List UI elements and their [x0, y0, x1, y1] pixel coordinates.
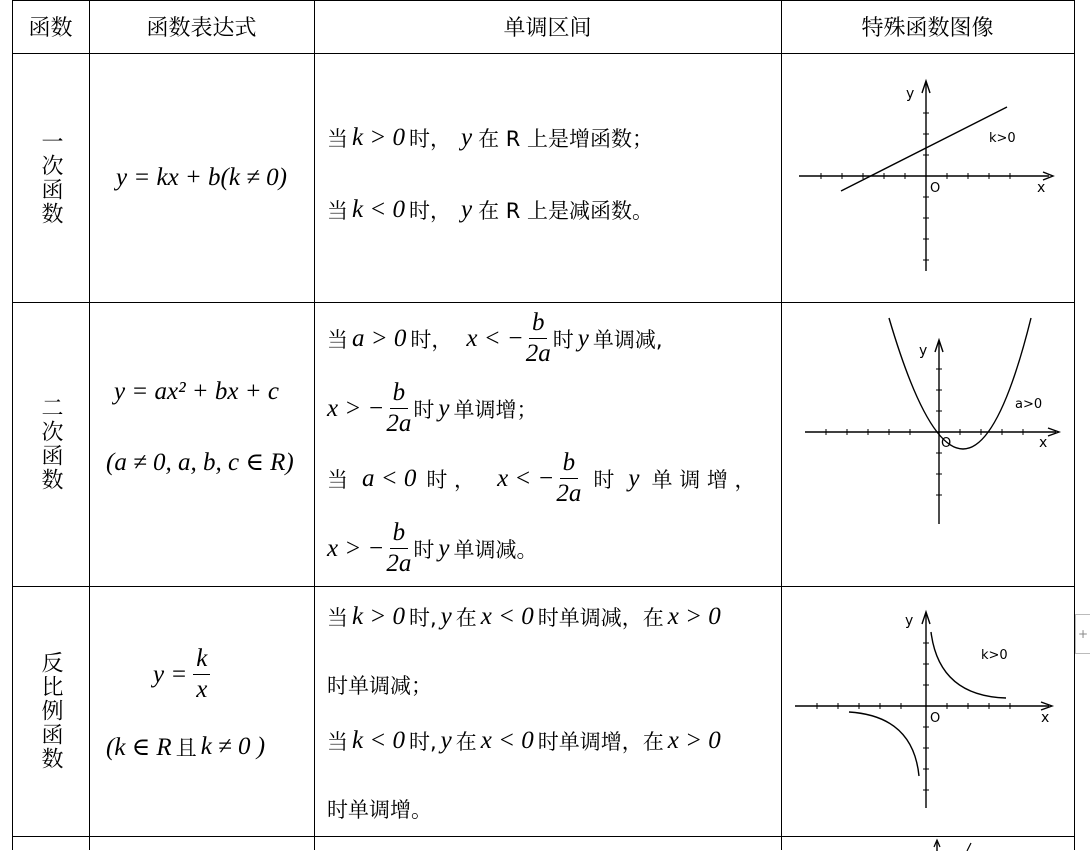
interval-line: 当 k > 0 时， y 在 R 上是增函数；: [327, 124, 654, 151]
header-special-graph: [781, 0, 1074, 53]
header-label: 特殊函数图像: [861, 16, 994, 41]
row-name-inverse: 反比例函数: [38, 651, 63, 771]
header-label: 函数: [28, 16, 73, 41]
interval-line: 时单调减；: [327, 674, 432, 698]
x-axis-label: x: [1041, 710, 1050, 726]
row-name-linear: 一次函数: [38, 129, 63, 226]
hyperbola-branch-right: [931, 632, 1006, 698]
interval-line: 当 k < 0 时, y 在 x < 0 时单调增，在 x > 0: [327, 727, 721, 754]
linear-function-graph: [781, 53, 1074, 302]
col-divider: [1074, 0, 1075, 850]
interval-inverse: [314, 586, 781, 836]
quadratic-function-graph: [781, 302, 1074, 586]
header-label: 函数表达式: [146, 16, 257, 41]
x-axis-label: x: [1037, 180, 1046, 196]
interval-linear: [314, 53, 781, 302]
expr-inverse: [89, 586, 314, 836]
graph-cell-inverse: [781, 586, 1074, 836]
header-function: [12, 0, 89, 53]
formula: y = $\frac{k}{x}$: [153, 644, 212, 705]
interval-line: 时单调增。: [327, 798, 432, 822]
header-label: 单调区间: [503, 16, 592, 41]
interval-quadratic: [314, 302, 781, 586]
x-axis-label: x: [1039, 435, 1048, 451]
graph-cell-quadratic: [781, 302, 1074, 586]
expr-quadratic: [89, 302, 314, 586]
expand-icon[interactable]: +: [1075, 614, 1090, 654]
interval-line: 当 a < 0 时 ， x < − $\frac{b}{2a}$ 时 y 单 调 增 ，: [327, 449, 756, 507]
next-row-graph-glimpse: [781, 836, 1074, 850]
graph-cell-linear: [781, 53, 1074, 302]
formula-condition: (a ≠ 0, a, b, c ∈ R): [106, 449, 294, 476]
inverse-function-graph: [781, 586, 1074, 836]
origin-label: O: [941, 436, 952, 451]
y-axis-label: y: [919, 343, 928, 359]
condition-label: k>0: [981, 648, 1008, 663]
y-axis-label: y: [906, 86, 915, 102]
origin-label: O: [930, 181, 941, 196]
interval-line: x > − $\frac{b}{2a}$ 时 y 单调减。: [327, 519, 538, 577]
condition-label: k>0: [989, 131, 1016, 146]
formula: y = ax² + bx + c: [114, 378, 279, 405]
condition-label: a>0: [1015, 397, 1043, 412]
interval-line: 当 k < 0 时， y 在 R 上是减函数。: [327, 196, 654, 223]
linear-function-line: [841, 107, 1007, 191]
interval-line: 当 a > 0 时， x < − $\frac{b}{2a}$ 时 y 单调减,: [327, 309, 663, 367]
formula-condition: (k ∈ R 且 k ≠ 0 ): [106, 733, 266, 761]
row-name-quadratic: 二次函数: [38, 396, 63, 492]
interval-line: 当 k > 0 时, y 在 x < 0 时单调减，在 x > 0: [327, 603, 721, 630]
header-monotonic-interval: [314, 0, 781, 53]
formula: y = kx + b(k ≠ 0): [116, 163, 287, 191]
function-table: [12, 0, 1075, 850]
interval-line: x > − $\frac{b}{2a}$ 时 y 单调增；: [327, 379, 538, 437]
header-expression: [89, 0, 314, 53]
expr-linear: [89, 53, 314, 302]
origin-label: O: [930, 711, 941, 726]
hyperbola-branch-left: [849, 712, 919, 776]
y-axis-label: y: [905, 613, 914, 629]
